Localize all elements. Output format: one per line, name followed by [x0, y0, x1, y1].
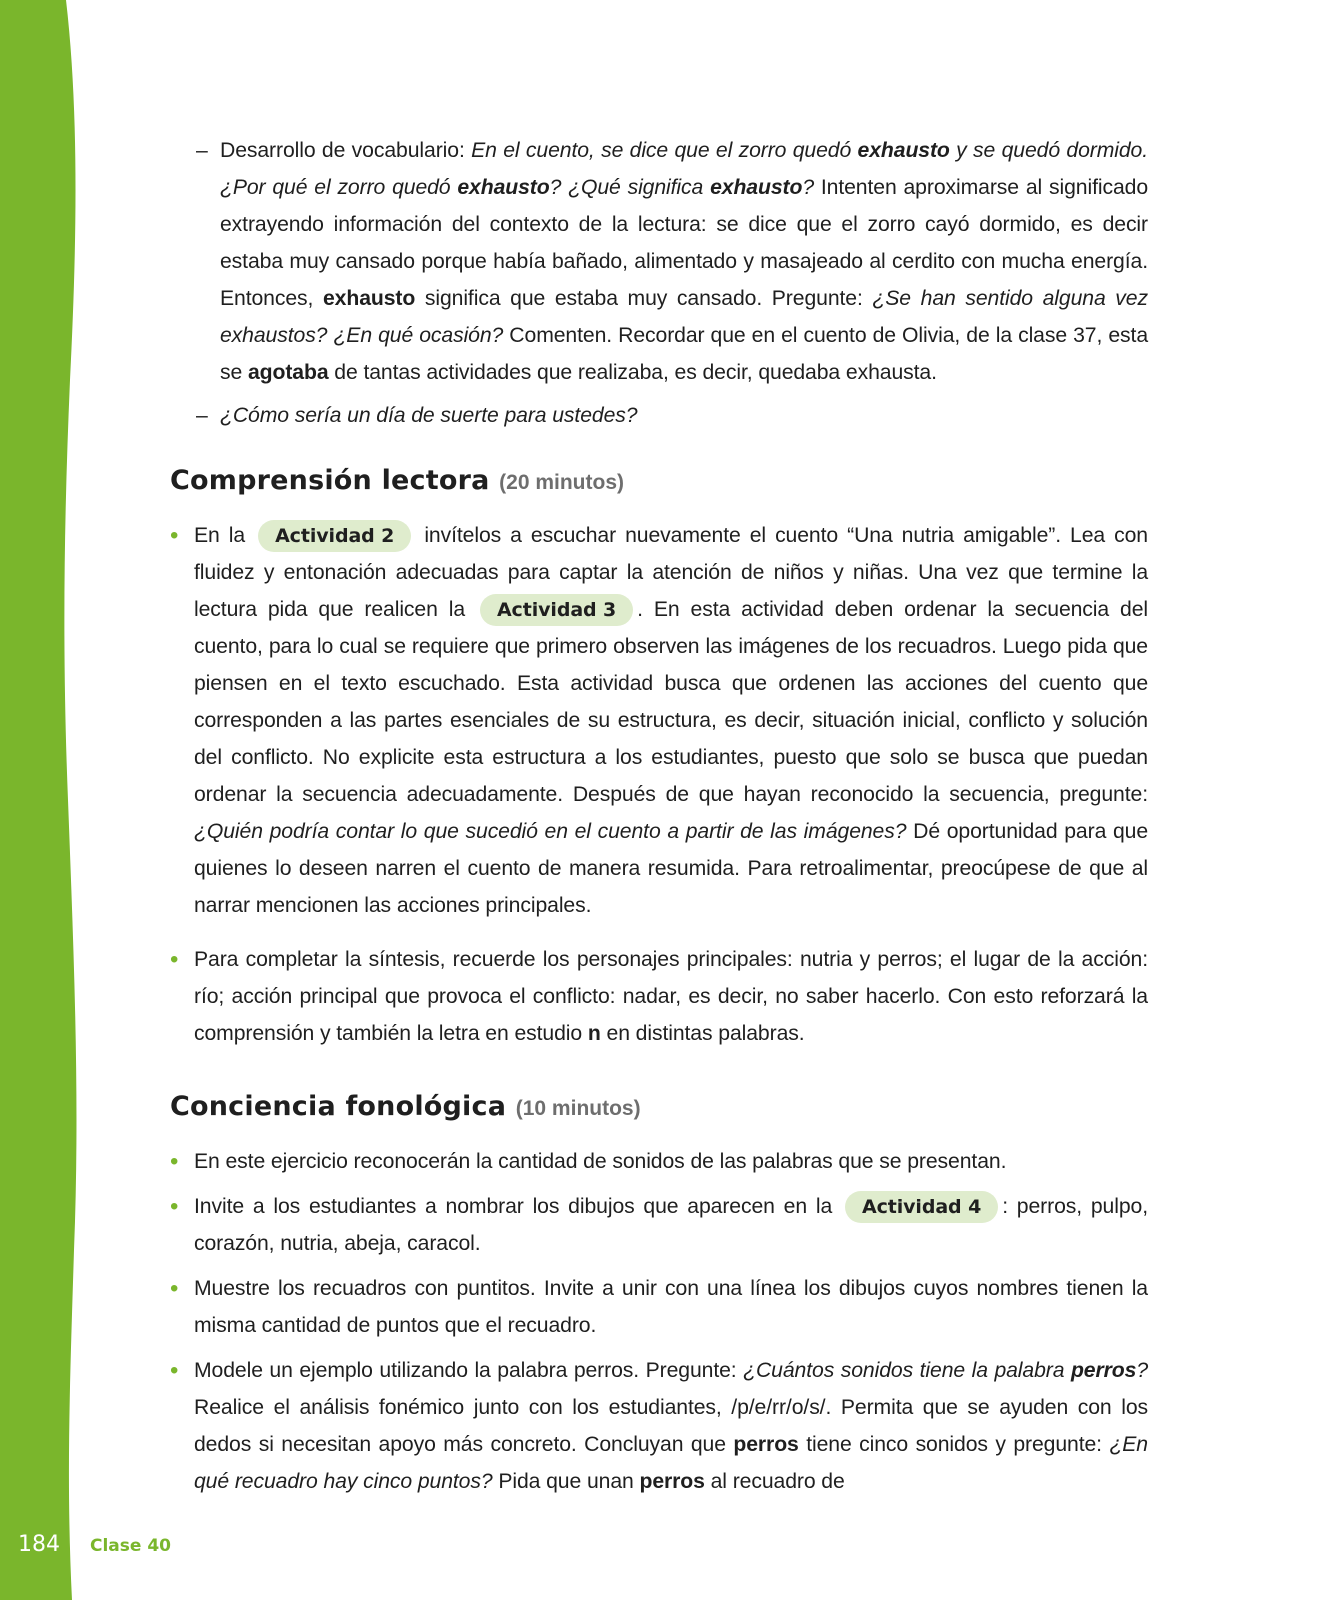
paragraph-text: Dé oportunidad para que quienes lo deseen narren el cuento de manera resumida. Para retroalimentar, preocúpese de que al narrar mencionen las acciones principales. — [194, 820, 1149, 917]
vocab-text: de tantas actividades que realizaba, es decir, quedaba exhausta. — [328, 361, 937, 384]
green-sidebar-band — [0, 0, 90, 1600]
vocab-question-part: ? — [802, 176, 814, 199]
page-number: 184 — [18, 1532, 60, 1557]
vocabulary-item — [170, 132, 1148, 391]
list-item — [170, 1143, 1148, 1180]
paragraph-text: invítelos a escuchar nuevamente el cuento “Una nutria amigable”. Lea con fluidez y entonación adecuadas para captar la atención de niños y niñas. Una vez que termine la lectura pida que realicen la — [194, 524, 1148, 621]
bullet-icon: • — [170, 1193, 179, 1220]
lucky-day-question-item — [170, 397, 1148, 434]
list-item — [170, 941, 1148, 1052]
vocab-question-part: En el cuento, se dice que el zorro quedó — [471, 139, 858, 162]
vocab-text: Comenten. Recordar que en el cuento de Olivia, de la clase 37, esta se — [220, 324, 1148, 384]
paragraph-text: Invite a los estudiantes a nombrar los dibujos que aparecen en la — [194, 1195, 841, 1218]
list-item — [170, 1270, 1148, 1344]
bullet-icon: • — [170, 522, 179, 549]
bullet-icon: • — [170, 1275, 179, 1302]
bullet-icon: • — [170, 946, 179, 973]
vocab-text: significa que estaba muy cansado. Pregunte: — [415, 287, 873, 310]
page-content — [170, 132, 1148, 1517]
word-perros: perros — [733, 1433, 799, 1456]
paragraph-text: al recuadro de — [704, 1470, 845, 1493]
word-perros: perros — [639, 1470, 705, 1493]
section-heading-conciencia — [170, 1088, 1148, 1127]
activity-badge: Actividad 3 — [480, 594, 633, 626]
paragraph-text: Muestre los recuadros con puntitos. Invite a unir con una línea los dibujos cuyos nombres tienen la misma cantidad de puntos que el recuadro. — [194, 1277, 1148, 1337]
dash-marker: – — [196, 139, 208, 162]
letter-n: n — [587, 1022, 601, 1045]
paragraph-text: En este ejercicio reconocerán la cantidad de sonidos de las palabras que se presentan. — [194, 1150, 1007, 1173]
dash-marker: – — [196, 404, 208, 427]
paragraph-question: ? — [1136, 1359, 1148, 1382]
vocab-question: ¿Se han sentido alguna vez exhaustos? ¿En qué ocasión? — [220, 287, 1148, 347]
section-minutes: (20 minutos) — [499, 471, 624, 494]
activity-badge: Actividad 2 — [258, 520, 411, 552]
paragraph-text: en distintas palabras. — [600, 1022, 805, 1045]
paragraph-text: Para completar la síntesis, recuerde los personajes principales: nutria y perros; el lugar de la acción: río; acción principal que provoca el conflicto: nadar, es decir, no saber hacerlo. Con esto reforzará la comprensión y también la letra en estudio — [194, 948, 1148, 1045]
word-perros: perros — [1070, 1359, 1137, 1382]
activity-badge: Actividad 4 — [845, 1191, 998, 1223]
paragraph-text: Realice el análisis fonémico junto con los estudiantes, /p/e/rr/o/s/. Permita que se ayuden con los dedos si necesitan apoyo más concreto. Concluyan que — [194, 1396, 1148, 1456]
vocab-question-part: ? ¿Qué significa — [549, 176, 711, 199]
bullet-icon: • — [170, 1148, 179, 1175]
vocab-text: Intenten aproximarse al significado extrayendo información del contexto de la lectura: se dice que el zorro cayó dormido, es decir estaba muy cansado porque había bañado, alimentado y masajeado al cerdito con mucha energía. Entonces, — [220, 176, 1149, 310]
paragraph-text: . En esta actividad deben ordenar la secuencia del cuento, para lo cual se requiere que primero observen las imágenes de los recuadros. Luego pida que piensen en el texto escuchado. Esta actividad busca que ordenen las acciones del cuento que corresponden a las partes esenciales de su estructura, es decir, situación inicial, conflicto y solución del conflicto. No explicite esta estructura a los estudiantes, puesto que solo se busca que puedan ordenar la secuencia adecuadamente. Después de que hayan reconocido la secuencia, pregunte: — [194, 598, 1148, 806]
paragraph-text: En la — [194, 524, 255, 547]
paragraph-text: Modele un ejemplo utilizando la palabra perros. Pregunte: — [194, 1359, 744, 1382]
vocab-word: exhausto — [710, 176, 803, 199]
vocab-word: exhausto — [322, 287, 416, 310]
vocab-question-part: y se quedó dormido. ¿Por qué el zorro quedó — [220, 139, 1149, 199]
lucky-day-question: ¿Cómo sería un día de suerte para ustedes? — [220, 404, 638, 427]
list-item — [170, 517, 1148, 924]
section-heading-comprension — [170, 462, 1148, 501]
paragraph-text: Pida que unan — [492, 1470, 640, 1493]
bullet-icon: • — [170, 1357, 179, 1384]
paragraph-question: ¿En qué recuadro hay cinco puntos? — [194, 1433, 1148, 1493]
vocab-word: exhausto — [857, 139, 950, 162]
list-item — [170, 1188, 1148, 1262]
paragraph-question: ¿Quién podría contar lo que sucedió en el cuento a partir de las imágenes? — [194, 820, 907, 843]
class-label: Clase 40 — [90, 1536, 171, 1556]
paragraph-text: tiene cinco sonidos y pregunte: — [798, 1433, 1110, 1456]
list-item — [170, 1352, 1148, 1500]
section-minutes: (10 minutos) — [515, 1097, 641, 1120]
vocab-word: agotaba — [247, 361, 329, 384]
paragraph-text: : perros, pulpo, corazón, nutria, abeja, caracol. — [194, 1195, 1148, 1255]
vocab-word: exhausto — [457, 176, 550, 199]
paragraph-question: ¿Cuántos sonidos tiene la palabra — [743, 1359, 1071, 1382]
section-title: Conciencia fonológica — [170, 1091, 507, 1122]
section-title: Comprensión lectora — [170, 465, 490, 496]
vocab-label: Desarrollo de vocabulario: — [220, 139, 472, 162]
